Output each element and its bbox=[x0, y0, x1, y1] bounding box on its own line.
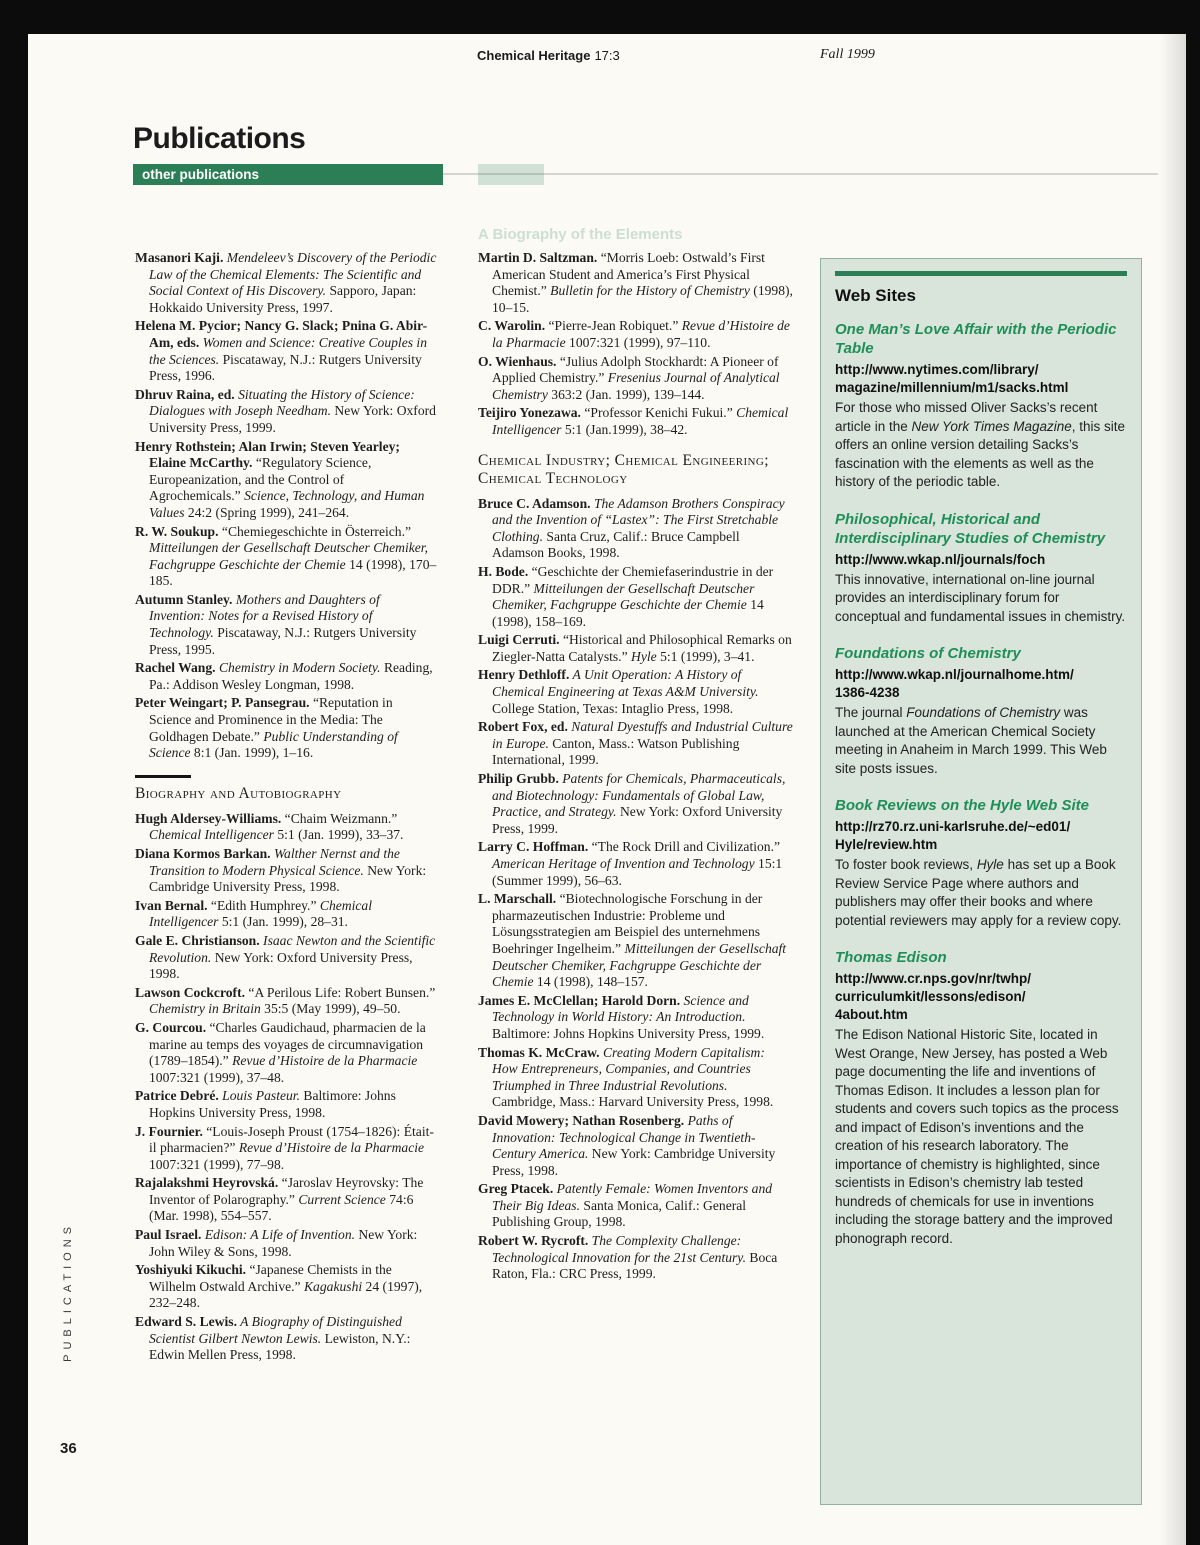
entry-author: Teijiro Yonezawa. bbox=[478, 405, 581, 421]
web-site-url-line: magazine/millennium/m1/sacks.html bbox=[835, 380, 1069, 395]
entry-text: 8:1 (Jan. 1999), 1–16. bbox=[190, 745, 314, 761]
bibliography-entry bbox=[135, 439, 438, 522]
section-heading-label: Chemical Industry; Chemical Engineering; Chemical Technology bbox=[478, 451, 769, 487]
web-site-entry bbox=[835, 644, 1127, 778]
entry-author: G. Courcou. bbox=[135, 1019, 207, 1035]
bibliography-entry bbox=[478, 632, 793, 665]
entry-title-italic: Chemical Intelligencer bbox=[492, 405, 789, 437]
entry-author: H. Bode. bbox=[478, 563, 529, 579]
showthrough-bar bbox=[478, 164, 544, 185]
entry-title-italic: American Heritage of Invention and Technology bbox=[492, 856, 755, 871]
entry-author: Edward S. Lewis. bbox=[135, 1314, 237, 1330]
entry-title-italic: Creating Modern Capitalism: How Entrepreneurs, Companies, and Countries Triumphed in Three Industrial Revolutions. bbox=[492, 1044, 765, 1093]
entry-text: “Professor Kenichi Fukui.” bbox=[580, 405, 733, 421]
entry-title-italic: Walther Nernst and the Transition to Modern Physical Science. bbox=[149, 846, 400, 878]
bibliography-entry bbox=[135, 387, 438, 437]
entry-text: “Pierre-Jean Robiquet.” bbox=[545, 318, 679, 334]
entry-text: 74:6 (Mar. 1998), 554–557. bbox=[149, 1191, 414, 1224]
web-site-entry bbox=[835, 948, 1127, 1248]
entry-author: C. Warolin. bbox=[478, 318, 546, 334]
web-site-title: Book Reviews on the Hyle Web Site bbox=[835, 797, 1089, 814]
bibliography-entry bbox=[478, 1045, 793, 1111]
entry-title-italic: Mendeleev’s Discovery of the Periodic Law of the Chemical Elements: The Scientific and Social Context of His Discovery. bbox=[149, 250, 437, 299]
entry-text: College Station, Texas: Intaglio Press, 1998. bbox=[492, 700, 734, 716]
section-heading-label: Biography and Autobiography bbox=[135, 784, 342, 802]
web-site-url bbox=[835, 361, 1127, 397]
entry-author: Helena M. Pycior; Nancy G. Slack; Pnina G. Abir-Am, eds. bbox=[135, 318, 428, 350]
section-tab-label: other publications bbox=[142, 167, 260, 182]
page-number: 36 bbox=[60, 1440, 77, 1457]
bibliography-entry bbox=[135, 811, 438, 844]
web-site-title: Philosophical, Historical and Interdisciplinary Studies of Chemistry bbox=[835, 510, 1106, 547]
entry-author: Robert Fox, ed. bbox=[478, 719, 568, 735]
entry-text: 5:1 (1999), 3–41. bbox=[656, 648, 755, 664]
entry-text: Santa Monica, Calif.: General Publishing Group, 1998. bbox=[492, 1197, 747, 1230]
entry-text: 14 (1998), 170–185. bbox=[149, 556, 437, 589]
entry-text: The Edison National Historic Site, located in West Orange, New Jersey, has posted a Web page documenting the life and inventions of Thomas Edison. It includes a lesson plan for students and covers such topics as the process and impact of Edison’s inventions and the creation of his research laboratory. The importance of chemistry is highlighted, since scientists in Edison’s chemistry lab tested hundreds of chemicals for use in inventions including the storage battery and the improved phonograph record. bbox=[835, 1027, 1119, 1246]
web-site-entry bbox=[835, 510, 1127, 627]
entry-text: “Jaroslav Heyrovsky: The Inventor of Polarography.” bbox=[149, 1175, 424, 1207]
bibliography-entry bbox=[478, 771, 793, 837]
entry-text: 15:1 (Summer 1999), 56–63. bbox=[492, 856, 783, 888]
entry-author: J. Fournier. bbox=[135, 1123, 203, 1139]
entry-title-italic: Kagakushi bbox=[300, 1278, 363, 1294]
entry-text: Canton, Mass.: Watson Publishing International, 1999. bbox=[492, 735, 740, 768]
bibliography-entry bbox=[135, 1088, 438, 1121]
entry-text: New York: John Wiley & Sons, 1998. bbox=[149, 1227, 418, 1259]
bibliography-entry bbox=[135, 1020, 438, 1086]
entry-title-italic: Chemical Intelligencer bbox=[149, 897, 372, 930]
bibliography-entry bbox=[135, 1262, 438, 1312]
bibliography-entry bbox=[478, 564, 793, 630]
entry-text: “The Rock Drill and Civilization.” bbox=[588, 839, 781, 855]
entry-text: New York: Cambridge University Press, 1998. bbox=[492, 1146, 776, 1178]
entry-title-italic: Isaac Newton and the Scientific Revolution. bbox=[149, 932, 436, 965]
entry-title-italic: New York Times Magazine bbox=[911, 418, 1072, 434]
entry-author: Gale E. Christianson. bbox=[135, 932, 260, 948]
bibliography-entry bbox=[135, 933, 438, 983]
entry-text: 363:2 (Jan. 1999), 139–144. bbox=[547, 386, 705, 402]
entry-author: Masanori Kaji. bbox=[135, 250, 224, 265]
entry-author: Henry Rothstein; Alan Irwin; Steven Yearley; Elaine McCarthy. bbox=[135, 438, 400, 471]
entry-text: Piscataway, N.J.: Rutgers University Press, 1996. bbox=[149, 351, 422, 384]
bibliography-entry bbox=[478, 891, 793, 991]
entry-text: Reading, Pa.: Addison Wesley Longman, 1998. bbox=[149, 660, 433, 692]
entry-title-italic: The Complexity Challenge: Technological Innovation for the 21st Century. bbox=[492, 1233, 746, 1265]
entry-text: “Chaim Weizmann.” bbox=[281, 810, 398, 826]
entry-title-italic: Mitteilungen der Gesellschaft Deutscher Chemiker, Fachgruppe Geschichte der Chemie bbox=[492, 580, 755, 613]
entry-author: Dhruv Raina, ed. bbox=[135, 386, 235, 402]
entry-text: “Biotechnologische Forschung in der pharmazeutischen Industrie: Probleme und Lösungsstrategien am Beispiel des unternehmens Boehringer Ingelheim.” bbox=[492, 891, 763, 956]
entry-title-italic: Mitteilungen der Gesellschaft Deutscher Chemiker, Fachgruppe Geschichte der Chemie bbox=[149, 540, 428, 572]
entry-title-italic: Current Science bbox=[294, 1191, 386, 1207]
entry-author: Rachel Wang. bbox=[135, 660, 216, 676]
bibliography-entry bbox=[135, 592, 438, 658]
entry-title-italic: Science and Technology in World History: An Introduction. bbox=[492, 992, 749, 1025]
entry-title-italic: Chemical Intelligencer bbox=[149, 827, 274, 843]
entry-author: R. W. Soukup. bbox=[135, 523, 219, 539]
entry-title-italic: Hyle bbox=[627, 648, 657, 664]
entry-text: New York: Cambridge University Press, 1998. bbox=[149, 862, 427, 895]
entry-title-italic: Women and Science: Creative Couples in the Sciences. bbox=[149, 334, 428, 367]
entry-text: 5:1 (Jan. 1999), 28–31. bbox=[218, 914, 348, 930]
entry-text: 1007:321 (1999), 37–48. bbox=[149, 1069, 285, 1085]
entry-text: 24 (1997), 232–248. bbox=[149, 1278, 423, 1311]
entry-text: 5:1 (Jan.1999), 38–42. bbox=[561, 421, 688, 437]
section-rule bbox=[135, 775, 191, 778]
entry-text: Baltimore: Johns Hopkins University Press, 1998. bbox=[149, 1088, 396, 1120]
entry-text: 1007:321 (1999), 77–98. bbox=[149, 1156, 285, 1172]
middle-column bbox=[478, 250, 793, 1285]
entry-title-italic: Edison: A Life of Invention. bbox=[201, 1227, 356, 1243]
web-site-url bbox=[835, 818, 1127, 854]
bibliography-entry bbox=[478, 667, 793, 717]
entry-author: Diana Kormos Barkan. bbox=[135, 846, 271, 861]
web-site-url-line: curriculumkit/lessons/edison/ bbox=[835, 989, 1026, 1004]
entry-title-italic: Revue d’Histoire de la Pharmacie bbox=[228, 1053, 418, 1069]
bibliography-entry bbox=[478, 1233, 793, 1283]
bibliography-entry bbox=[478, 719, 793, 769]
entry-title-italic: Foundations of Chemistry bbox=[906, 705, 1061, 720]
entry-author: Henry Dethloff. bbox=[478, 667, 570, 683]
entry-text: Santa Cruz, Calif.: Bruce Campbell Adamson Books, 1998. bbox=[492, 528, 740, 561]
entry-author: Luigi Cerruti. bbox=[478, 632, 560, 648]
entry-text: “Louis-Joseph Proust (1754–1826): Était-il pharmacien?” bbox=[149, 1123, 434, 1156]
entry-author: Greg Ptacek. bbox=[478, 1181, 554, 1197]
bibliography-entry bbox=[135, 1175, 438, 1225]
entry-text: “Reputation in Science and Prominence in the Media: The Goldhagen Debate.” bbox=[149, 695, 393, 744]
entry-text: (1998), 10–15. bbox=[492, 283, 793, 315]
entry-text: For those who missed Oliver Sacks’s recent article in the bbox=[835, 400, 1098, 434]
entry-text: “Chemiegeschichte in Österreich.” bbox=[218, 523, 412, 539]
bibliography-entry bbox=[478, 496, 793, 562]
issue-number: 17:3 bbox=[594, 48, 620, 63]
entry-title-italic: Chemistry in Britain bbox=[149, 1001, 261, 1017]
entry-text: 24:2 (Spring 1999), 241–264. bbox=[184, 504, 350, 520]
entry-author: O. Wienhaus. bbox=[478, 353, 557, 369]
entry-author: Robert W. Rycroft. bbox=[478, 1233, 589, 1249]
entry-text: “Charles Gaudichaud, pharmacien de la marine au temps des voyages de circumnavigation (1789–1854).” bbox=[149, 1019, 426, 1069]
bibliography-entry bbox=[135, 524, 438, 590]
section-margin-label: PUBLICATIONS bbox=[62, 1222, 74, 1362]
entry-text: 35:5 (May 1999), 49–50. bbox=[260, 1001, 401, 1017]
entry-text: 14 (1998), 158–169. bbox=[492, 597, 764, 629]
entry-author: Bruce C. Adamson. bbox=[478, 495, 591, 511]
bibliography-entry bbox=[478, 405, 793, 438]
bibliography-entry bbox=[478, 839, 793, 889]
entry-text: To foster book reviews, bbox=[835, 857, 977, 872]
entry-title-italic: Revue d’Histoire de la Pharmacie bbox=[492, 318, 790, 350]
entry-text: 5:1 (Jan. 1999), 33–37. bbox=[273, 827, 404, 843]
bibliography-entry bbox=[135, 898, 438, 931]
entry-title-italic: The Adamson Brothers Conspiracy and the Invention of “Lastex”: The First Stretchable Clothing. bbox=[492, 495, 785, 544]
web-site-url bbox=[835, 970, 1127, 1024]
bibliography-entry bbox=[135, 1314, 438, 1364]
web-site-title: One Man’s Love Affair with the Periodic Table bbox=[835, 321, 1117, 357]
web-site-url-line: http://www.cr.nps.gov/nr/twhp/ bbox=[835, 971, 1031, 986]
entry-text: This innovative, international on-line journal provides an interdisciplinary forum for conceptual and fundamental issues in chemistry. bbox=[835, 571, 1126, 624]
bibliography-entry bbox=[135, 250, 438, 316]
section-heading bbox=[478, 452, 793, 488]
bibliography-entry bbox=[478, 993, 793, 1043]
entry-author: Lawson Cockcroft. bbox=[135, 984, 246, 1000]
web-site-title: Foundations of Chemistry bbox=[835, 645, 1021, 662]
bibliography-entry bbox=[478, 250, 793, 316]
entry-author: Martin D. Saltzman. bbox=[478, 250, 598, 265]
entry-text: New York: Oxford University Press, 1999. bbox=[492, 804, 783, 836]
entry-author: Philip Grubb. bbox=[478, 771, 559, 787]
entry-title-italic: A Biography of Distinguished Scientist Gilbert Newton Lewis. bbox=[149, 1314, 402, 1346]
left-column bbox=[135, 250, 438, 1366]
web-site-description bbox=[835, 571, 1127, 627]
issue-date: Fall 1999 bbox=[820, 47, 875, 62]
entry-text: has set up a Book Review Service Page where authors and publishers may offer their books and where potential reviewers may apply for a review copy. bbox=[835, 857, 1122, 928]
bibliography-entry bbox=[478, 354, 793, 404]
web-site-description bbox=[835, 399, 1127, 492]
entry-author: L. Marschall. bbox=[478, 891, 557, 907]
page-title: Publications bbox=[133, 122, 306, 155]
entry-title-italic: Situating the History of Science: Dialogues with Joseph Needham. bbox=[149, 386, 415, 419]
entry-text: “A Perilous Life: Robert Bunsen.” bbox=[245, 984, 436, 1000]
entry-text: Boca Raton, Fla.: CRC Press, 1999. bbox=[492, 1249, 778, 1282]
tab-rule bbox=[443, 173, 1158, 175]
bibliography-entry bbox=[135, 1227, 438, 1260]
web-site-url bbox=[835, 551, 1127, 569]
entry-title-italic: Revue d’Histoire de la Pharmacie bbox=[235, 1140, 425, 1156]
web-site-url-line: 4about.htm bbox=[835, 1007, 908, 1022]
entry-title-italic: Chemistry in Modern Society. bbox=[215, 660, 381, 676]
bibliography-entry bbox=[478, 1113, 793, 1179]
entry-title-italic: Paths of Innovation: Technological Change in Twentieth-Century America. bbox=[492, 1112, 756, 1162]
entry-author: James E. McClellan; Harold Dorn. bbox=[478, 992, 681, 1008]
entry-author: Paul Israel. bbox=[135, 1227, 202, 1243]
entry-author: Ivan Bernal. bbox=[135, 897, 208, 913]
entry-text: “Edith Humphrey.” bbox=[207, 897, 317, 913]
web-site-url-line: http://www.wkap.nl/journalhome.htm/ bbox=[835, 667, 1074, 682]
entry-text: Baltimore: Johns Hopkins University Press, 1999. bbox=[492, 1025, 765, 1041]
entry-author: David Mowery; Nathan Rosenberg. bbox=[478, 1112, 685, 1128]
entry-author: Hugh Aldersey-Williams. bbox=[135, 810, 282, 826]
entry-text: was launched at the American Chemical Society meeting in Anaheim in March 1999. This Web site posts issues. bbox=[835, 705, 1107, 776]
entry-text: “Geschichte der Chemiefaserindustrie in der DDR.” bbox=[492, 563, 774, 596]
entry-text: Sapporo, Japan: Hokkaido University Press, 1997. bbox=[149, 283, 417, 315]
bibliography-entry bbox=[135, 318, 438, 384]
entry-text: “Julius Adolph Stockhardt: A Pioneer of Applied Chemistry.” bbox=[492, 353, 779, 386]
entry-text: New York: Oxford University Press, 1998. bbox=[149, 949, 413, 982]
entry-text: , this site offers an online version detailing Sacks’s fascination with the elements as well as the history of the periodic table. bbox=[835, 418, 1126, 489]
bibliography-entry bbox=[135, 695, 438, 761]
web-site-url-line: 1386-4238 bbox=[835, 685, 900, 700]
entry-title-italic: Public Understanding of Science bbox=[149, 728, 398, 761]
entry-title-italic: Natural Dyestuffs and Industrial Culture in Europe. bbox=[492, 719, 793, 751]
bibliography-entry bbox=[135, 846, 438, 896]
entry-author: Thomas K. McCraw. bbox=[478, 1044, 600, 1060]
entry-title-italic: Hyle bbox=[976, 857, 1004, 872]
entry-title-italic: Bulletin for the History of Chemistry bbox=[546, 283, 750, 299]
entry-text: Piscataway, N.J.: Rutgers University Press, 1995. bbox=[149, 625, 417, 657]
bibliography-entry bbox=[478, 1181, 793, 1231]
web-site-entry bbox=[835, 796, 1127, 930]
entry-author: Larry C. Hoffman. bbox=[478, 839, 589, 855]
entry-title-italic: Mothers and Daughters of Invention: Notes for a Revised History of Technology. bbox=[149, 591, 380, 641]
entry-title-italic: Mitteilungen der Gesellschaft Deutscher Chemiker, Fachgruppe Geschichte der Chemie bbox=[492, 940, 787, 990]
web-site-description bbox=[835, 1026, 1127, 1248]
web-site-description bbox=[835, 856, 1127, 930]
web-site-description bbox=[835, 704, 1127, 778]
entry-author: Rajalakshmi Heyrovská. bbox=[135, 1175, 279, 1191]
journal-name: Chemical Heritage bbox=[477, 48, 591, 63]
entry-author: Autumn Stanley. bbox=[135, 591, 233, 607]
sidebar-top-rule bbox=[835, 271, 1127, 276]
entry-title-italic: Patently Female: Women Inventors and Their Big Ideas. bbox=[492, 1181, 773, 1213]
web-site-entry bbox=[835, 320, 1127, 492]
entry-text: 14 (1998), 148–157. bbox=[533, 974, 648, 990]
bibliography-entry bbox=[478, 318, 793, 351]
bibliography-entry bbox=[135, 985, 438, 1018]
entry-text: The journal bbox=[835, 705, 907, 720]
entry-text: “Morris Loeb: Ostwald’s First American Student and America’s First Physical Chemist.” bbox=[492, 250, 765, 299]
bibliography-entry bbox=[135, 660, 438, 693]
section-heading bbox=[135, 775, 438, 803]
entry-author: Peter Weingart; P. Pansegrau. bbox=[135, 695, 310, 711]
bibliography-entry bbox=[135, 1124, 438, 1174]
entry-title-italic: Patents for Chemicals, Pharmaceuticals, and Biotechnology: Fundamentals of Global Law, Practice, and Strategy. bbox=[492, 771, 786, 820]
entry-text: 1007:321 (1999), 97–110. bbox=[565, 334, 711, 350]
magazine-page bbox=[28, 34, 1186, 1545]
web-site-url-line: http://www.nytimes.com/library/ bbox=[835, 362, 1039, 377]
web-site-url bbox=[835, 666, 1127, 702]
masthead bbox=[477, 48, 620, 63]
entry-text: Cambridge, Mass.: Harvard University Press, 1998. bbox=[492, 1094, 774, 1110]
sidebar-heading: Web Sites bbox=[835, 286, 916, 305]
entry-title-italic: Louis Pasteur. bbox=[218, 1088, 300, 1104]
entry-text: “Historical and Philosophical Remarks on Ziegler-Natta Catalysts.” bbox=[492, 632, 792, 664]
entry-text: “Japanese Chemists in the Wilhelm Ostwald Archive.” bbox=[149, 1262, 392, 1294]
entry-text: “Regulatory Science, Europeanization, and the Control of Agrochemicals.” bbox=[149, 455, 372, 504]
entry-title-italic: A Unit Operation: A History of Chemical Engineering at Texas A&M University. bbox=[492, 667, 759, 700]
web-site-title: Thomas Edison bbox=[835, 949, 947, 966]
section-tab bbox=[133, 164, 443, 185]
entry-author: Patrice Debré. bbox=[135, 1088, 219, 1104]
web-site-url-line: http://www.wkap.nl/journals/foch bbox=[835, 551, 1046, 567]
entry-title-italic: Science, Technology, and Human Values bbox=[149, 488, 425, 520]
entry-text: New York: Oxford University Press, 1999. bbox=[149, 403, 436, 435]
websites-list bbox=[835, 320, 1127, 1248]
entry-author: Yoshiyuki Kikuchi. bbox=[135, 1262, 247, 1278]
web-site-url-line: Hyle/review.htm bbox=[835, 837, 938, 852]
websites-sidebar bbox=[820, 258, 1142, 1505]
showthrough-heading: A Biography of the Elements bbox=[478, 226, 683, 243]
entry-title-italic: Fresenius Journal of Analytical Chemistry bbox=[492, 370, 780, 402]
web-site-url-line: http://rz70.rz.uni-karlsruhe.de/~ed01/ bbox=[835, 819, 1071, 834]
entry-text: Lewiston, N.Y.: Edwin Mellen Press, 1998. bbox=[149, 1330, 411, 1363]
